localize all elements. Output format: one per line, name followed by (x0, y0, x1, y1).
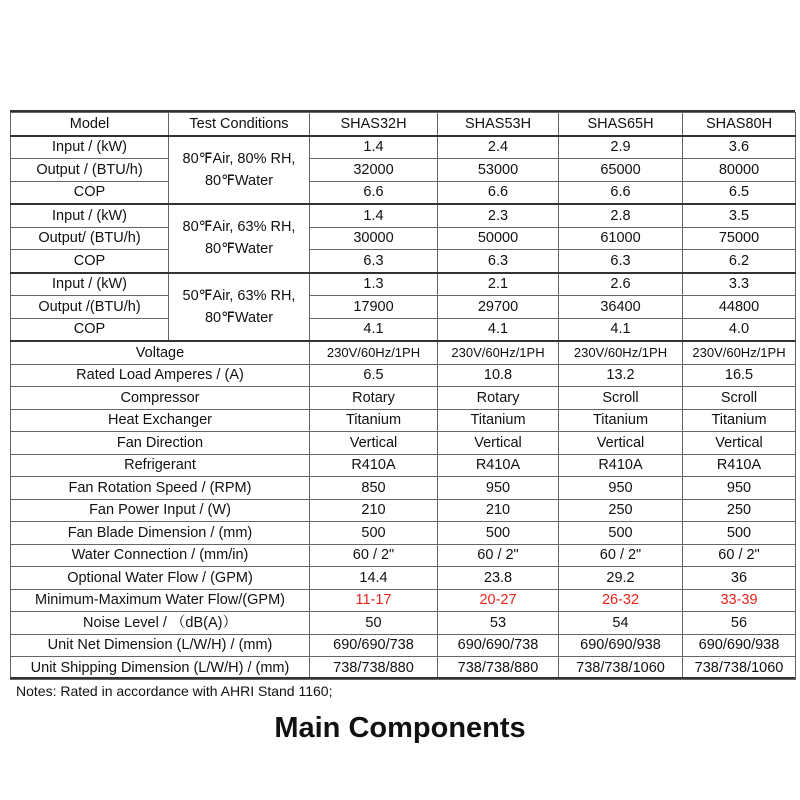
spec-label: Fan Blade Dimension / (mm) (11, 522, 310, 545)
table-row (11, 136, 796, 159)
table-row (11, 409, 796, 432)
value-cell: 6.6 (438, 181, 559, 204)
spec-label: Optional Water Flow / (GPM) (11, 567, 310, 590)
value-cell: 4.0 (683, 318, 796, 341)
value-cell: 16.5 (683, 364, 796, 387)
value-cell: 53000 (438, 159, 559, 182)
value-cell: 13.2 (559, 364, 683, 387)
spec-label: Fan Direction (11, 432, 310, 455)
row-label: COP (11, 318, 169, 341)
row-label: Output/ (BTU/h) (11, 227, 169, 250)
value-cell: 36 (683, 567, 796, 590)
value-cell: 2.1 (438, 273, 559, 296)
table-row (11, 227, 796, 250)
section-heading: Main Components (274, 712, 526, 744)
value-cell: 4.1 (438, 318, 559, 341)
value-cell: R410A (683, 454, 796, 477)
value-cell: 23.8 (438, 567, 559, 590)
value-cell: 1.4 (310, 204, 438, 227)
value-cell: 500 (438, 522, 559, 545)
value-cell: 32000 (310, 159, 438, 182)
test-condition-line: 80℉Water (204, 241, 274, 258)
spec-label: Noise Level / （dB(A)） (11, 612, 310, 635)
table-row (11, 612, 796, 635)
value-cell: 6.6 (310, 181, 438, 204)
spec-label: Voltage (11, 341, 310, 364)
value-cell: Titanium (559, 409, 683, 432)
value-cell: Titanium (683, 409, 796, 432)
row-label: Input / (kW) (11, 273, 169, 296)
value-cell: 690/690/738 (310, 634, 438, 657)
value-cell: 6.3 (438, 250, 559, 273)
value-cell: 56 (683, 612, 796, 635)
value-cell: Vertical (559, 432, 683, 455)
table-row (11, 522, 796, 545)
value-cell: Vertical (683, 432, 796, 455)
table-row (11, 589, 796, 612)
row-label: COP (11, 250, 169, 273)
row-label: Output / (BTU/h) (11, 159, 169, 182)
table-row (11, 318, 796, 341)
table-row (11, 432, 796, 455)
value-cell: Vertical (438, 432, 559, 455)
value-cell: 738/738/1060 (683, 657, 796, 680)
value-cell: 2.4 (438, 136, 559, 159)
value-cell: 500 (310, 522, 438, 545)
row-label: Input / (kW) (11, 136, 169, 159)
value-cell: 3.5 (683, 204, 796, 227)
value-cell: 2.9 (559, 136, 683, 159)
value-cell: 210 (438, 499, 559, 522)
row-label: COP (11, 181, 169, 204)
value-cell: 230V/60Hz/1PH (683, 341, 796, 364)
value-cell: 80000 (683, 159, 796, 182)
row-label: Output /(BTU/h) (11, 296, 169, 319)
value-cell: Titanium (310, 409, 438, 432)
value-cell: 230V/60Hz/1PH (559, 341, 683, 364)
value-cell: 50000 (438, 227, 559, 250)
spec-label: Fan Rotation Speed / (RPM) (11, 477, 310, 500)
value-cell: 850 (310, 477, 438, 500)
spec-table (10, 112, 796, 680)
spec-label: Minimum-Maximum Water Flow/(GPM) (11, 589, 310, 612)
value-cell: 690/690/938 (559, 634, 683, 657)
table-row (11, 296, 796, 319)
value-cell: R410A (559, 454, 683, 477)
header-cell: Test Conditions (169, 113, 310, 136)
value-cell: 1.3 (310, 273, 438, 296)
value-cell: 500 (683, 522, 796, 545)
spec-label: Unit Net Dimension (L/W/H) / (mm) (11, 634, 310, 657)
spec-label: Compressor (11, 387, 310, 410)
value-cell: 4.1 (559, 318, 683, 341)
spec-label: Heat Exchanger (11, 409, 310, 432)
value-cell: 60 / 2" (683, 544, 796, 567)
value-cell: 10.8 (438, 364, 559, 387)
table-row (11, 634, 796, 657)
value-cell: 54 (559, 612, 683, 635)
value-cell: 950 (683, 477, 796, 500)
value-cell: 690/690/938 (683, 634, 796, 657)
value-cell: 690/690/738 (438, 634, 559, 657)
value-cell: R410A (310, 454, 438, 477)
spec-label: Unit Shipping Dimension (L/W/H) / (mm) (11, 657, 310, 680)
table-row (11, 204, 796, 227)
water-flow-range-cell: 11-17 (310, 589, 438, 612)
value-cell: 3.3 (683, 273, 796, 296)
notes-text: Notes: Rated in accordance with AHRI Stand 1160; (16, 683, 333, 699)
value-cell: 36400 (559, 296, 683, 319)
value-cell: 4.1 (310, 318, 438, 341)
value-cell: Vertical (310, 432, 438, 455)
header-cell: SHAS80H (683, 113, 796, 136)
test-condition-line: 80℉Air, 80% RH, (182, 150, 296, 167)
value-cell: Titanium (438, 409, 559, 432)
value-cell: 2.3 (438, 204, 559, 227)
value-cell: Scroll (683, 387, 796, 410)
value-cell: 6.5 (310, 364, 438, 387)
value-cell: 250 (559, 499, 683, 522)
table-bottom-rule (10, 677, 795, 679)
table-row (11, 477, 796, 500)
header-cell: SHAS32H (310, 113, 438, 136)
value-cell: 60 / 2" (310, 544, 438, 567)
table-row (11, 387, 796, 410)
table-row (11, 159, 796, 182)
value-cell: 65000 (559, 159, 683, 182)
value-cell: 738/738/880 (438, 657, 559, 680)
row-label: Input / (kW) (11, 204, 169, 227)
value-cell: 50 (310, 612, 438, 635)
value-cell: 230V/60Hz/1PH (310, 341, 438, 364)
spec-label: Refrigerant (11, 454, 310, 477)
value-cell: 6.3 (559, 250, 683, 273)
test-condition-cell (169, 204, 310, 273)
value-cell: 3.6 (683, 136, 796, 159)
value-cell: 6.3 (310, 250, 438, 273)
value-cell: 2.6 (559, 273, 683, 296)
value-cell: 950 (438, 477, 559, 500)
spec-label: Rated Load Amperes / (A) (11, 364, 310, 387)
value-cell: 60 / 2" (438, 544, 559, 567)
test-condition-cell (169, 273, 310, 342)
table-header-row (11, 113, 796, 136)
water-flow-range-cell: 26-32 (559, 589, 683, 612)
table-row (11, 181, 796, 204)
water-flow-range-cell: 33-39 (683, 589, 796, 612)
value-cell: 30000 (310, 227, 438, 250)
test-condition-cell (169, 136, 310, 205)
table-row (11, 499, 796, 522)
value-cell: 1.4 (310, 136, 438, 159)
value-cell: 60 / 2" (559, 544, 683, 567)
value-cell: 950 (559, 477, 683, 500)
value-cell: 6.6 (559, 181, 683, 204)
header-cell: Model (11, 113, 169, 136)
test-condition-line: 80℉Air, 63% RH, (182, 219, 296, 236)
value-cell: 738/738/1060 (559, 657, 683, 680)
table-row (11, 341, 796, 364)
value-cell: 44800 (683, 296, 796, 319)
table-row (11, 250, 796, 273)
value-cell: 230V/60Hz/1PH (438, 341, 559, 364)
value-cell: 250 (683, 499, 796, 522)
value-cell: R410A (438, 454, 559, 477)
value-cell: 500 (559, 522, 683, 545)
value-cell: 17900 (310, 296, 438, 319)
table-row (11, 364, 796, 387)
test-condition-line: 80℉Water (204, 309, 274, 326)
value-cell: 29.2 (559, 567, 683, 590)
value-cell: 53 (438, 612, 559, 635)
value-cell: Rotary (310, 387, 438, 410)
value-cell: 29700 (438, 296, 559, 319)
table-row (11, 273, 796, 296)
test-condition-line: 80℉Water (204, 172, 274, 189)
value-cell: 75000 (683, 227, 796, 250)
value-cell: 738/738/880 (310, 657, 438, 680)
header-cell: SHAS65H (559, 113, 683, 136)
test-condition-line: 50℉Air, 63% RH, (182, 287, 296, 304)
water-flow-range-cell: 20-27 (438, 589, 559, 612)
spec-label: Fan Power Input / (W) (11, 499, 310, 522)
table-row (11, 544, 796, 567)
table-row (11, 454, 796, 477)
table-row (11, 657, 796, 680)
header-cell: SHAS53H (438, 113, 559, 136)
value-cell: 6.5 (683, 181, 796, 204)
value-cell: 6.2 (683, 250, 796, 273)
spec-label: Water Connection / (mm/in) (11, 544, 310, 567)
value-cell: 2.8 (559, 204, 683, 227)
value-cell: 210 (310, 499, 438, 522)
value-cell: 61000 (559, 227, 683, 250)
table-row (11, 567, 796, 590)
value-cell: 14.4 (310, 567, 438, 590)
value-cell: Scroll (559, 387, 683, 410)
value-cell: Rotary (438, 387, 559, 410)
